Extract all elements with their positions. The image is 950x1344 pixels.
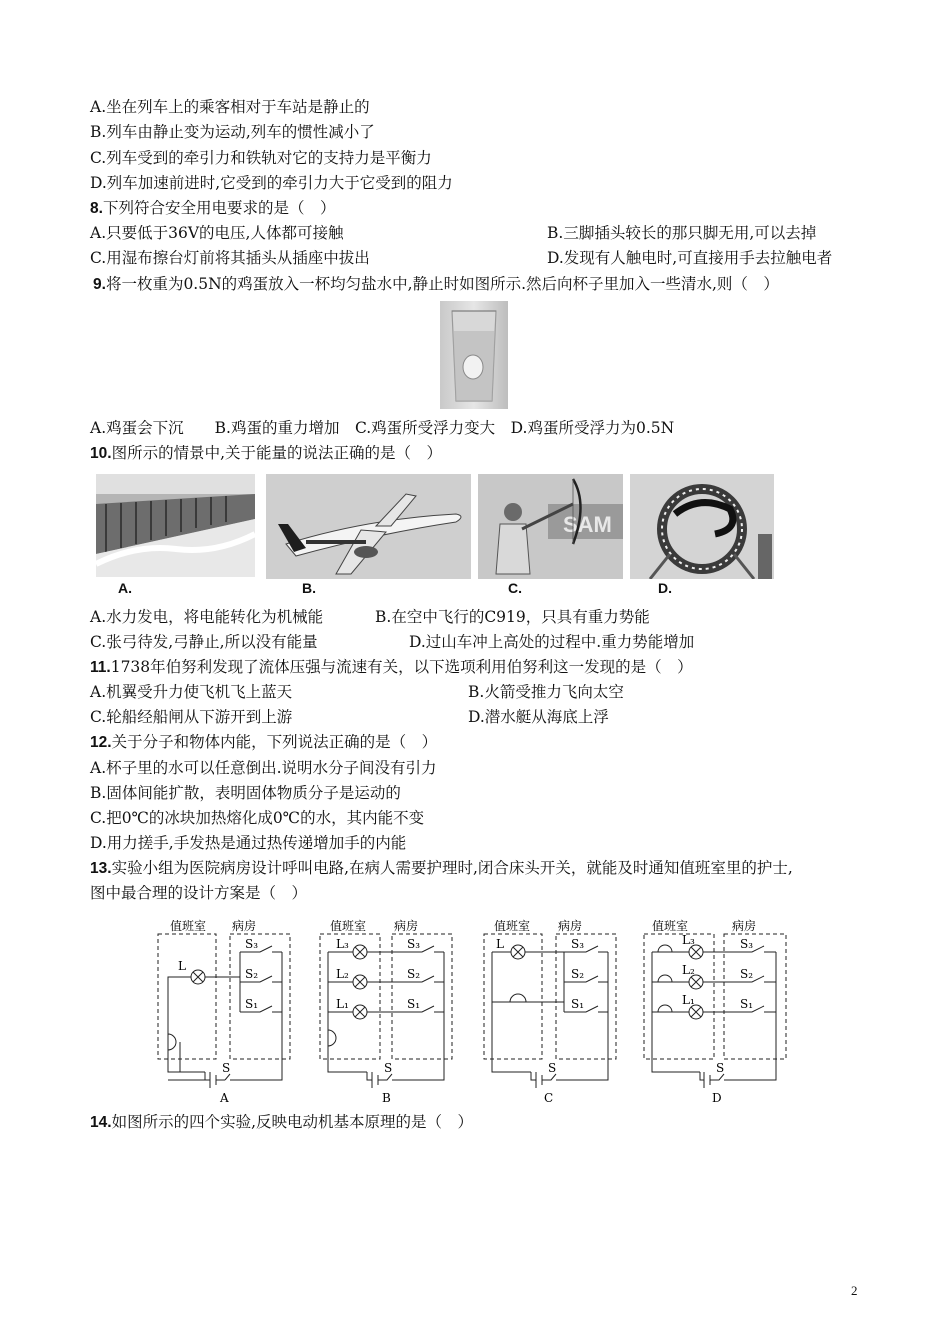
q11-option-b: B.火箭受推力飞向太空 — [468, 683, 624, 701]
q7-option-d: D.列车加速前进时,它受到的牵引力大于它受到的阻力 — [90, 174, 453, 192]
circuit-b-lamp-l3: L₃ — [336, 937, 349, 951]
circuit-a-label: A — [220, 1091, 229, 1105]
circuit-a-switch-s3: S₃ — [245, 937, 259, 951]
q11-option-c: C.轮船经船闸从下游开到上游 — [90, 708, 293, 726]
circuit-d-switch-s1: S₁ — [740, 997, 754, 1011]
q13-stem-2: 图中最合理的设计方案是（ ） — [90, 884, 308, 902]
circuit-b-ward-label: 病房 — [394, 919, 419, 933]
q10-caption-a: A. — [118, 580, 132, 596]
q10-option-d: D.过山车冲上高处的过程中.重力势能增加 — [409, 633, 695, 651]
q11-stem-line — [90, 657, 693, 678]
q10-row1 — [90, 607, 850, 627]
q9-number: 9. — [93, 276, 106, 293]
egg-in-saltwater-photo — [440, 301, 508, 409]
circuit-d-duty-label: 值班室 — [652, 919, 689, 933]
q9-stem: 将一枚重为0.5N的鸡蛋放入一杯均匀盐水中,静止时如图所示.然后向杯子里加入一些清水,则（ ） — [105, 275, 779, 293]
q8-number: 8. — [90, 200, 103, 217]
q13-stem-line — [90, 858, 793, 879]
q10-option-b: B.在空中飞行的C919，只具有重力势能 — [375, 608, 650, 626]
q11-row1 — [90, 682, 850, 702]
q8-row2 — [90, 248, 850, 268]
q7-option-c: C.列车受到的牵引力和铁轨对它的支持力是平衡力 — [90, 149, 432, 167]
circuit-a-switch-s2: S₂ — [245, 967, 259, 981]
q12-option-b: B.固体间能扩散，表明固体物质分子是运动的 — [90, 784, 401, 802]
q13-number: 13. — [90, 860, 112, 877]
circuit-a-ward-label: 病房 — [232, 919, 257, 933]
q12-option-a: A.杯子里的水可以任意倒出.说明水分子间没有引力 — [90, 759, 437, 777]
q8-option-d: D.发现有人触电时,可直接用手去拉触电者 — [547, 249, 833, 267]
q10-caption-c: C. — [508, 580, 522, 596]
q12-number: 12. — [90, 734, 112, 751]
q14-stem: 如图所示的四个实验,反映电动机基本原理的是（ ） — [111, 1113, 473, 1131]
circuit-c-duty-label: 值班室 — [494, 919, 531, 933]
q12-stem-line — [90, 732, 437, 753]
q8-stem: 下列符合安全用电要求的是（ ） — [102, 199, 336, 217]
circuit-c — [476, 912, 626, 1107]
circuit-a-duty-label: 值班室 — [170, 919, 207, 933]
circuit-d-switch-s2: S₂ — [740, 967, 754, 981]
circuit-d — [640, 912, 790, 1107]
circuit-b-lamp-l1: L₁ — [336, 997, 349, 1011]
q10-stem-line — [90, 443, 442, 464]
q13-stem-1: 实验小组为医院病房设计呼叫电路,在病人需要护理时,闭合床头开关，就能及时通知值班室里的护士, — [111, 859, 793, 877]
circuit-b-main-switch: S — [384, 1061, 393, 1075]
q12-stem: 关于分子和物体内能，下列说法正确的是（ ） — [111, 733, 438, 751]
circuit-a-main-switch: S — [222, 1061, 231, 1075]
circuit-b — [312, 912, 462, 1107]
circuit-d-lamp-l1: L₁ — [682, 993, 695, 1007]
q11-option-a: A.机翼受升力使飞机飞上蓝天 — [90, 683, 293, 701]
circuit-a — [150, 912, 300, 1107]
circuit-c-label: C — [544, 1091, 554, 1105]
circuit-d-ward-label: 病房 — [732, 919, 757, 933]
q9-options: A.鸡蛋会下沉 B.鸡蛋的重力增加 C.鸡蛋所受浮力变大 D.鸡蛋所受浮力为0.5N — [90, 419, 675, 437]
q11-row2 — [90, 707, 850, 727]
q8-option-c: C.用湿布擦台灯前将其插头从插座中拔出 — [90, 249, 370, 267]
q12-option-c: C.把0℃的冰块加热熔化成0℃的水，其内能不变 — [90, 809, 425, 827]
circuit-c-switch-s1: S₁ — [571, 997, 585, 1011]
q10-option-a: A.水力发电，将电能转化为机械能 — [90, 608, 324, 626]
circuit-b-label: B — [382, 1091, 391, 1105]
circuit-c-lamp-label: L — [496, 937, 504, 951]
q7-option-b: B.列车由静止变为运动,列车的惯性减小了 — [90, 123, 375, 141]
q11-option-d: D.潜水艇从海底上浮 — [468, 708, 609, 726]
q14-stem-line — [90, 1112, 473, 1133]
circuit-b-switch-s1: S₁ — [407, 997, 421, 1011]
circuit-d-switch-s3: S₃ — [740, 937, 754, 951]
circuit-a-lamp-label: L — [178, 959, 186, 973]
q10-option-c: C.张弓待发,弓静止,所以没有能量 — [90, 633, 318, 651]
q9-stem-line — [93, 274, 779, 295]
q14-number: 14. — [90, 1114, 112, 1131]
circuit-b-switch-s2: S₂ — [407, 967, 421, 981]
archer-photo — [478, 474, 623, 579]
circuit-d-lamp-l2: L₂ — [682, 963, 695, 977]
circuit-c-main-switch: S — [548, 1061, 557, 1075]
q8-stem-line — [90, 198, 335, 219]
circuit-c-ward-label: 病房 — [558, 919, 583, 933]
q11-number: 11. — [90, 659, 111, 676]
q10-stem: 图所示的情景中,关于能量的说法正确的是（ ） — [111, 444, 442, 462]
q10-row2 — [90, 632, 850, 652]
hydropower-dam-photo — [96, 474, 255, 577]
svg-text:SAM: SAM — [563, 512, 612, 537]
circuit-b-switch-s3: S₃ — [407, 937, 421, 951]
q7-option-a: A.坐在列车上的乘客相对于车站是静止的 — [90, 98, 370, 116]
q10-number: 10. — [90, 445, 112, 462]
circuit-d-main-switch: S — [716, 1061, 725, 1075]
circuit-a-switch-s1: S₁ — [245, 997, 259, 1011]
roller-coaster-photo — [630, 474, 774, 579]
circuit-b-lamp-l2: L₂ — [336, 967, 349, 981]
q10-caption-d: D. — [658, 580, 672, 596]
q10-caption-b: B. — [302, 580, 316, 596]
page-number: 2 — [851, 1283, 858, 1298]
q8-option-b: B.三脚插头较长的那只脚无用,可以去掉 — [547, 224, 817, 242]
circuit-b-duty-label: 值班室 — [330, 919, 367, 933]
circuit-c-switch-s3: S₃ — [571, 937, 585, 951]
circuit-d-lamp-l3: L₃ — [682, 933, 695, 947]
q12-option-d: D.用力搓手,手发热是通过热传递增加手的内能 — [90, 834, 407, 852]
c919-airplane-photo — [266, 474, 471, 579]
circuit-c-switch-s2: S₂ — [571, 967, 585, 981]
q8-row1 — [90, 223, 850, 243]
q8-option-a: A.只要低于36V的电压,人体都可接触 — [90, 224, 344, 242]
q11-stem: 1738年伯努利发现了流体压强与流速有关，以下选项利用伯努利这一发现的是（ ） — [110, 658, 693, 676]
circuit-d-label: D — [712, 1091, 722, 1105]
